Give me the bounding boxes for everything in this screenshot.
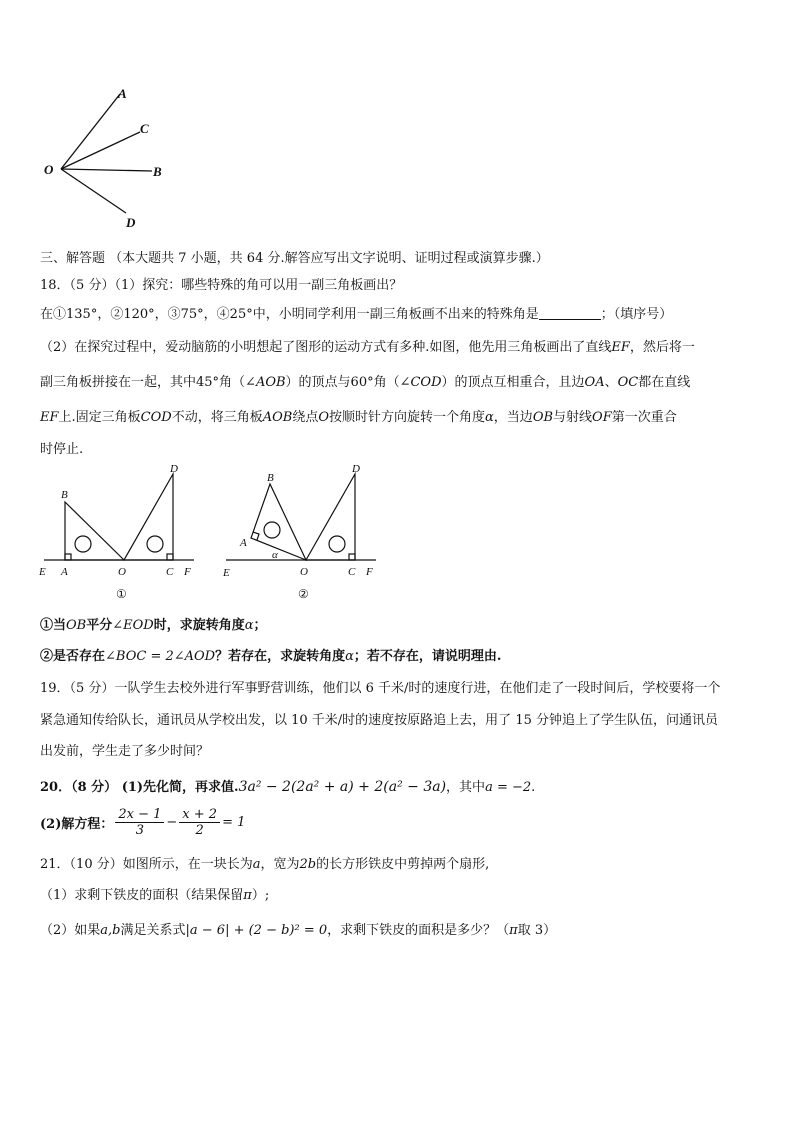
denominator: 3 [135,823,145,838]
q18-part2-line3 [40,406,677,425]
q19-line3: 出发前，学生走了多少时间？ [40,744,210,759]
triangle-aob [251,484,306,560]
q18-part1 [40,303,672,322]
q20-part2 [40,807,245,838]
label-alpha: α [272,549,278,561]
text: （2）在探究过程中，爱动脑筋的小明想起了图形的运动方式有多种.如图，他先用三角板画出了直线 [40,340,612,355]
ray-od [61,169,126,213]
text: ，当边 [493,410,533,425]
label-c: C [348,566,356,578]
q18-part1-tail: ；（填序号） [600,307,673,322]
label-d: D [126,215,136,230]
text: 绕点 [292,410,319,425]
triangle-figure-1 [36,462,211,602]
label-a: A [240,537,247,549]
text: ，其中 [446,780,486,795]
text: ；若不存在，请说明理由. [353,649,502,664]
label-b: B [267,472,274,484]
math-ab: a,b [100,923,121,938]
text: ，求剩下铁皮的面积是多少？（ [327,923,510,938]
label-b: B [61,489,68,501]
text: ，然后将一 [629,340,695,355]
label-a: A [118,86,127,101]
q19-line2: 紧急通知传给队长，通讯员从学校出发，以 10 千米/时的速度按原路追上去，用了 15 分钟追上了学生队伍，问通讯员 [40,713,718,728]
fraction-1 [115,807,164,838]
math-pi: π [243,888,252,903]
triangle-hole [75,536,91,552]
text: ； [253,618,267,633]
math-o: O [318,410,329,425]
q18-head: 18．（5 分）（1）探究：哪些特殊的角可以用一副三角板画出？ [40,278,403,293]
text: (2)解方程： [40,817,114,832]
math-cod: ∠COD [399,375,442,390]
text: （2）如果 [40,923,101,938]
math-aob: ∠AOB [245,375,286,390]
q18-part2-line1 [40,336,695,355]
math-condition: ∠BOC = 2∠AOD [105,649,216,664]
triangle-hole [329,536,345,552]
text: 的长方形铁皮中剪掉两个扇形, [316,857,490,872]
q21-line1 [40,853,489,872]
text: 上.固定三角板 [58,410,141,425]
text: ）; [251,888,270,903]
q19-line1: 19．（5 分）一队学生去校外进行军事野营训练，他们以 6 千米/时的速度行进，在他们走了一段时间后，学校要将一个 [40,681,721,696]
text: 按顺时针方向旋转一个角度 [329,410,486,425]
text: 20．（8 分） (1)先化简，再求值. [40,780,239,795]
math-a: a [252,857,261,872]
math-ob: OB [66,618,87,633]
label-o: O [118,566,126,578]
q18-sub2 [40,645,501,664]
text: （1）求剩下铁皮的面积（结果保留 [40,888,244,903]
triangle-figure-2 [218,462,393,602]
math-aob: AOB [262,410,293,425]
label-c: C [140,121,149,136]
math-cod: COD [140,410,172,425]
text: ？若存在，求旋转角度 [215,649,346,664]
label-f: F [184,566,191,578]
triangle-hole [264,522,280,538]
text: 平分 [86,618,113,633]
triangle-hole [147,536,163,552]
math-2b: 2b [299,857,317,872]
q18-part2-line4: 时停止. [40,442,84,457]
math-eod: ∠EOD [112,618,154,633]
ray-oc [61,132,140,169]
text: 时，求旋转角度 [153,618,245,633]
text: ）的顶点互相重合，且边 [441,375,585,390]
q21-line2 [40,884,269,903]
text: ，宽为 [260,857,300,872]
label-o: O [44,162,54,177]
answer-blank[interactable] [539,307,601,320]
label-d: D [352,463,360,475]
math-condition: a = −2 [485,780,532,795]
triangle-aob [65,502,124,560]
text: 第一次重合 [611,410,677,425]
right-angle-mark [65,554,71,560]
right-angle-mark [167,554,173,560]
label-c: C [166,566,174,578]
text: ②是否存在 [40,649,106,664]
denominator: 2 [195,823,204,838]
math-alpha: α [244,618,254,633]
math-alpha: α [345,649,354,664]
q18-part2-line2 [40,371,690,390]
label-o: O [300,566,308,578]
equals-one: = 1 [222,815,246,830]
math-of: OF [592,410,612,425]
section-heading: 三、解答题 （本大题共 7 小题，共 64 分.解答应写出文字说明、证明过程或演算步骤.） [40,251,549,266]
text: 都在直线 [638,375,691,390]
right-angle-mark [349,554,355,560]
math-ef: EF [611,340,630,355]
fraction-2 [179,807,220,838]
label-a: A [61,566,68,578]
math-ef: EF [40,410,59,425]
ray-ob [61,169,152,171]
text: . [531,780,536,795]
q18-sub1 [40,614,267,633]
text: 21．（10 分）如图所示，在一块长为 [40,857,253,872]
q20-part1 [40,776,535,795]
math-oa: OA [584,375,605,390]
math-oc: OC [617,375,639,390]
math-ob: OB [532,410,554,425]
math-condition: |a − 6| + (2 − b)² = 0 [185,923,328,938]
label-b: B [153,164,162,179]
label-e: E [223,567,230,579]
q21-line3 [40,919,556,938]
triangle-cod [306,474,355,560]
numerator: x + 2 [179,807,220,823]
text: 满足关系式 [120,923,186,938]
ray-oa [61,94,120,169]
q18-part1-text: 在①135°，②120°，③75°，④25°中，小明同学利用一副三角板画不出来的特殊角是 [40,307,539,322]
triangle-cod [124,474,173,560]
text: 、 [604,375,618,390]
text: 不动，将三角板 [171,410,263,425]
label-f: F [366,566,373,578]
minus-sign: − [166,815,178,830]
text: 与射线 [553,410,593,425]
math-pi: π [509,923,518,938]
caption-1: ① [116,587,127,601]
text: 副三角板拼接在一起，其中45°角（ [40,375,246,390]
label-e: E [39,566,46,578]
text: ①当 [40,618,67,633]
math-alpha: α [485,410,494,425]
label-d: D [170,463,178,475]
rays-figure [40,80,180,240]
caption-2: ② [298,587,309,601]
math-expression: 3a² − 2(2a² + a) + 2(a² − 3a) [238,779,447,795]
numerator: 2x − 1 [115,807,164,823]
text: ）的顶点与60°角（ [285,375,400,390]
text: 取 3） [517,923,557,938]
